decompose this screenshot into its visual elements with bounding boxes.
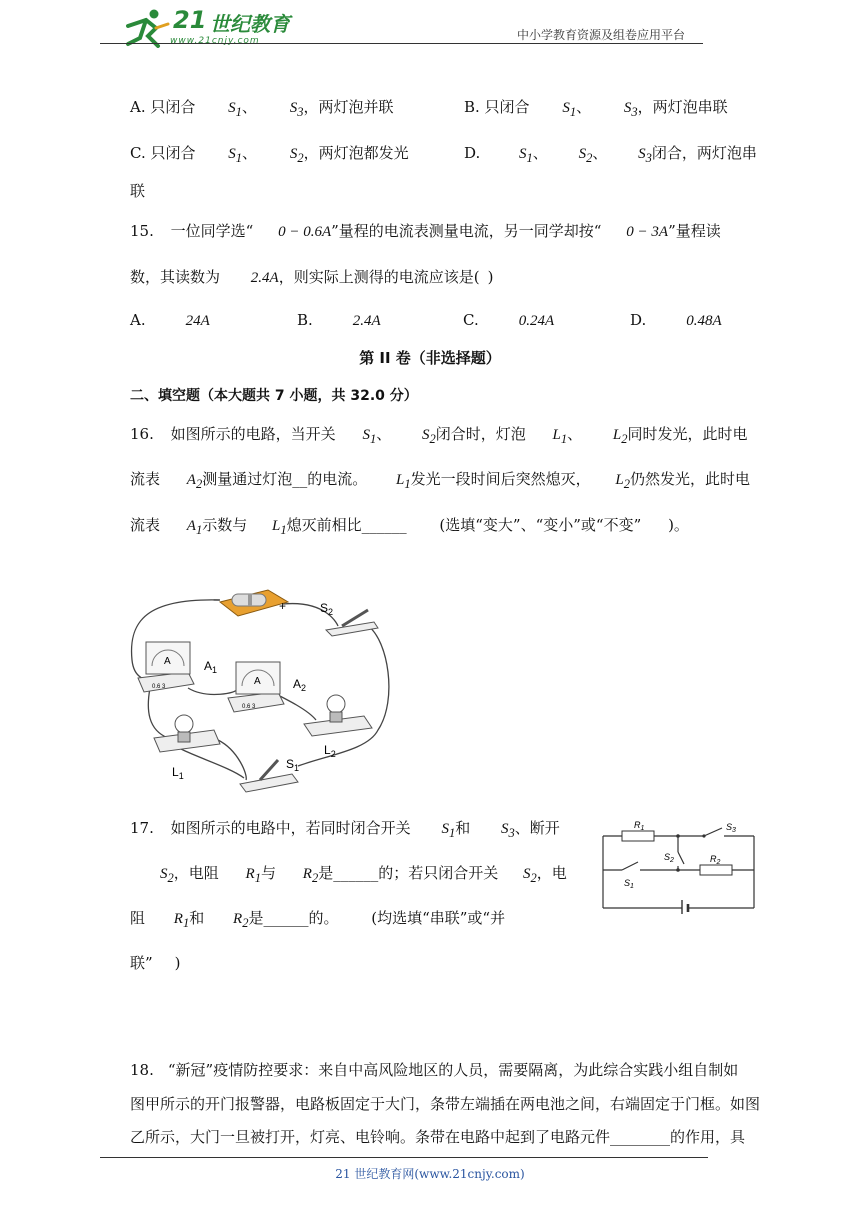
section-heading: 二、填空题（本大题共 7 小题，共 32.0 分） xyxy=(130,388,418,404)
logo-main: 21 xyxy=(173,6,207,34)
q16-line3: 流表 $A_1$示数与 $L_1$熄灭前相比______ (选填“变大”、“变小”或“不变” )。 xyxy=(130,516,689,537)
q15-line1: 15. 一位同学选“ 0 − 0.6A”量程的电流表测量电流，另一同学却按“ 0 − 3A”量程读 xyxy=(130,222,721,240)
label-a1: $A_1$ xyxy=(204,659,218,675)
label-s2: $S_2$ xyxy=(320,601,334,617)
q18-line1: 18. “新冠”疫情防控要求：来自中高风险地区的人员，需要隔离，为此综合实践小组自制如 xyxy=(130,1061,739,1079)
bulb-l1-icon xyxy=(154,715,220,752)
switch-s3-icon xyxy=(704,828,722,836)
runner-icon xyxy=(118,8,172,48)
label-l1: $L_1$ xyxy=(172,765,184,781)
q17-line3: 阻 $R_1$和 $R_2$是______的。 (均选填“串联”或“并 xyxy=(130,909,506,930)
footer-divider xyxy=(100,1157,708,1158)
q14-option-b: B. 只闭合 $S_1$、 $S_3$，两灯泡串联 xyxy=(464,98,728,119)
q18-line3: 乙所示，大门一旦被打开，灯亮、电铃响。条带在电路中起到了电路元件________的作用，具 xyxy=(130,1128,746,1146)
q17-line2: $S_2$，电阻 $R_1$与 $R_2$是______的；若只闭合开关 $S_2$，电 xyxy=(160,864,567,885)
svg-text:0.6 3: 0.6 3 xyxy=(152,684,166,690)
q15-line2: 数，其读数为 2.4A，则实际上测得的电流应该是( ) xyxy=(130,268,494,286)
q14-option-d: D. $S_1$、 $S_2$、 $S_3$闭合，两灯泡串 xyxy=(464,144,757,165)
platform-name: 中小学教育资源及组卷应用平台 xyxy=(517,28,686,42)
q15-option-d: D. 0.48A xyxy=(630,311,722,329)
svg-text:+: + xyxy=(279,599,287,613)
svg-text:0.6 3: 0.6 3 xyxy=(242,704,256,710)
q15-option-b: B. 2.4A xyxy=(297,311,381,329)
svg-text:A: A xyxy=(164,656,171,667)
q14-option-c: C. 只闭合 $S_1$、 $S_2$，两灯泡都发光 xyxy=(130,144,409,165)
svg-text:R2: $R_2$ xyxy=(710,854,721,866)
resistor-r2-icon xyxy=(700,865,732,875)
switch-s1-icon xyxy=(622,862,638,870)
svg-text:S2: $S_2$ xyxy=(664,852,674,864)
header-divider xyxy=(100,43,703,44)
q16-line1: 16. 如图所示的电路，当开关 $S_1$、 $S_2$闭合时，灯泡 $L_1$、 $L_2$同时发光，此时电 xyxy=(130,425,748,446)
q15-option-c: C. 0.24A xyxy=(463,311,555,329)
svg-text:A: A xyxy=(254,676,261,687)
bulb-l2-icon xyxy=(304,695,372,736)
q17-line4: 联” ) xyxy=(130,954,181,972)
svg-text:S1: $S_1$ xyxy=(624,878,634,890)
q15-option-a: A. 24A xyxy=(130,311,210,329)
svg-text:S3: $S_3$ xyxy=(726,822,736,834)
q18-line2: 图甲所示的开门报警器，电路板固定于大门，条带左端插在两电池之间，右端固定于门框。如图 xyxy=(130,1095,761,1113)
q16-line2: 流表 $A_2$测量通过灯泡__的电流。 $L_1$发光一段时间后突然熄灭， $L_2$仍然发光，此时电 xyxy=(130,470,751,491)
footer-link[interactable]: 21 世纪教育网(www.21cnjy.com) xyxy=(335,1167,525,1181)
battery-icon xyxy=(220,590,288,616)
logo-text: 世纪教育 xyxy=(210,12,290,36)
switch-s2-icon xyxy=(326,610,378,636)
q16-circuit-figure xyxy=(128,580,390,800)
svg-text:R1: $R_1$ xyxy=(634,820,645,832)
ammeter-a2-icon xyxy=(228,662,284,712)
part2-title: 第 II 卷（非选择题） xyxy=(359,349,501,367)
resistor-r1-icon xyxy=(622,831,654,841)
switch-s2-icon xyxy=(678,852,684,864)
q14-option-a: A. 只闭合 $S_1$、 $S_3$，两灯泡并联 xyxy=(130,98,394,119)
label-a2: $A_2$ xyxy=(293,677,307,693)
svg-text:−: − xyxy=(213,593,221,607)
q14-option-d-cont: 联 xyxy=(130,182,146,200)
label-s1: $S_1$ xyxy=(286,757,300,773)
logo-url: www.21cnjy.com xyxy=(170,36,260,46)
label-l2: $L_2$ xyxy=(324,743,336,759)
q17-circuit-figure xyxy=(598,818,760,914)
ammeter-a1-icon xyxy=(138,642,194,692)
q17-line1: 17. 如图所示的电路中，若同时闭合开关 $S_1$和 $S_3$、断开 xyxy=(130,819,560,840)
